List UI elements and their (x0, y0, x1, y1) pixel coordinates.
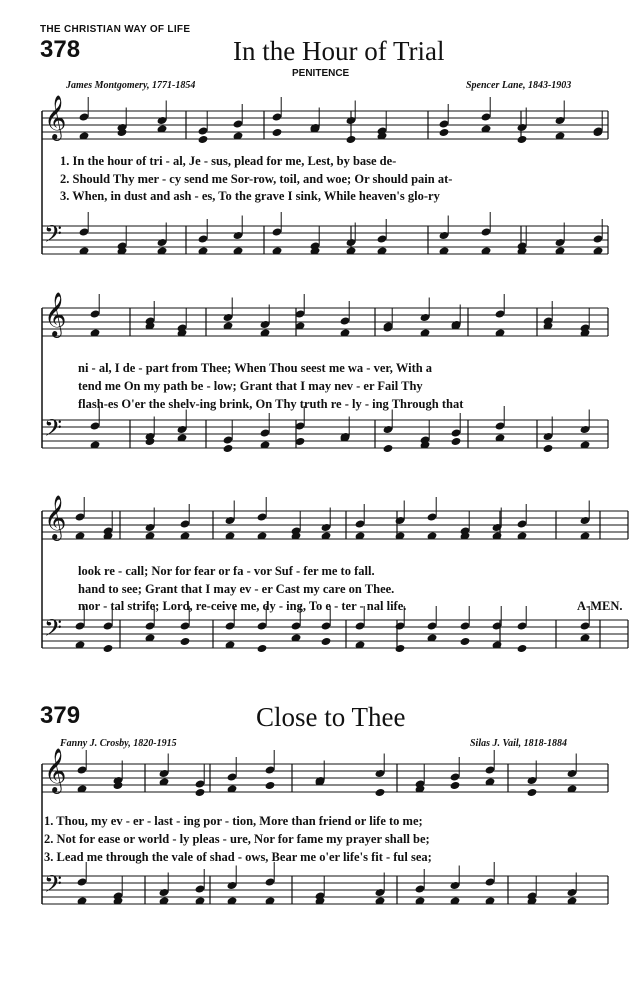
bass-clef-icon: 𝄢 (44, 614, 63, 647)
lyric-line: look re - call; Nor for fear or fa - vor Suf - fer me to fall. (78, 564, 375, 578)
notehead (257, 644, 268, 653)
treble-clef-icon: 𝄞 (44, 748, 67, 792)
lyric-line: 1. In the hour of tri - al, Je - sus, plead for me, Lest, by base de- (60, 154, 397, 168)
lyric-line: 2. Should Thy mer - cy send me Sor-row, toil, and woe; Or should pain at- (60, 172, 453, 186)
notehead (375, 788, 386, 797)
notehead (517, 644, 528, 653)
notehead (395, 644, 406, 653)
amen: A-MEN. (577, 599, 623, 613)
bass-clef-icon: 𝄢 (44, 870, 63, 903)
author-credit: Fanny J. Crosby, 1820-1915 (60, 738, 177, 749)
notehead (180, 637, 191, 646)
tune-name: PENITENCE (292, 68, 350, 79)
composer-credit: Silas J. Vail, 1818-1884 (470, 738, 567, 749)
notehead (265, 781, 276, 790)
notehead (383, 444, 394, 453)
hymn-number: 379 (40, 702, 81, 729)
bass-clef-icon: 𝄢 (44, 220, 63, 253)
treble-clef-icon: 𝄞 (44, 292, 67, 336)
notehead (460, 637, 471, 646)
notehead (321, 637, 332, 646)
composer-credit: Spencer Lane, 1843-1903 (466, 80, 572, 91)
notehead (543, 444, 554, 453)
author-credit: James Montgomery, 1771-1854 (66, 80, 196, 91)
lyric-line: mor - tal strife; Lord, re-ceive me, dy - ing, To e - ter - nal life. (78, 599, 407, 613)
notehead (195, 788, 206, 797)
lyric-line: 3. Lead me through the vale of shad - ows, Bear me o'er life's fit - ful sea; (44, 850, 432, 864)
notehead (103, 644, 114, 653)
notehead (450, 781, 461, 790)
notehead (272, 128, 283, 137)
lyric-line: ni - al, I de - part from Thee; When Thou seest me wa - ver, With a (78, 361, 433, 375)
hymn-number: 378 (40, 36, 81, 63)
section-title: THE CHRISTIAN WAY OF LIFE (40, 24, 191, 35)
notehead (517, 135, 528, 144)
treble-clef-icon: 𝄞 (44, 95, 67, 139)
notehead (527, 788, 538, 797)
lyric-line: flash-es O'er the shelv-ing brink, On Thy truth re - ly - ing Through that (78, 397, 464, 411)
notehead (451, 437, 462, 446)
lyric-line: 3. When, in dust and ash - es, To the grave I sink, While heaven's glo-ry (60, 189, 440, 203)
hymn-title: Close to Thee (256, 702, 406, 732)
lyric-line: 2. Not for ease or world - ly pleas - ure, Nor for fame my prayer shall be; (44, 832, 430, 846)
notehead (198, 135, 209, 144)
treble-clef-icon: 𝄞 (44, 495, 67, 539)
notehead (346, 135, 357, 144)
lyric-line: 1. Thou, my ev - er - last - ing por - tion, More than friend or life to me; (44, 814, 423, 828)
lyric-line: hand to see; Grant that I may ev - er Cast my care on Thee. (78, 582, 395, 596)
notehead (223, 444, 234, 453)
bass-clef-icon: 𝄢 (44, 414, 63, 447)
hymn-title: In the Hour of Trial (233, 36, 445, 66)
lyric-line: tend me On my path be - low; Grant that I may nev - er Fail Thy (78, 379, 423, 393)
notehead (439, 128, 450, 137)
